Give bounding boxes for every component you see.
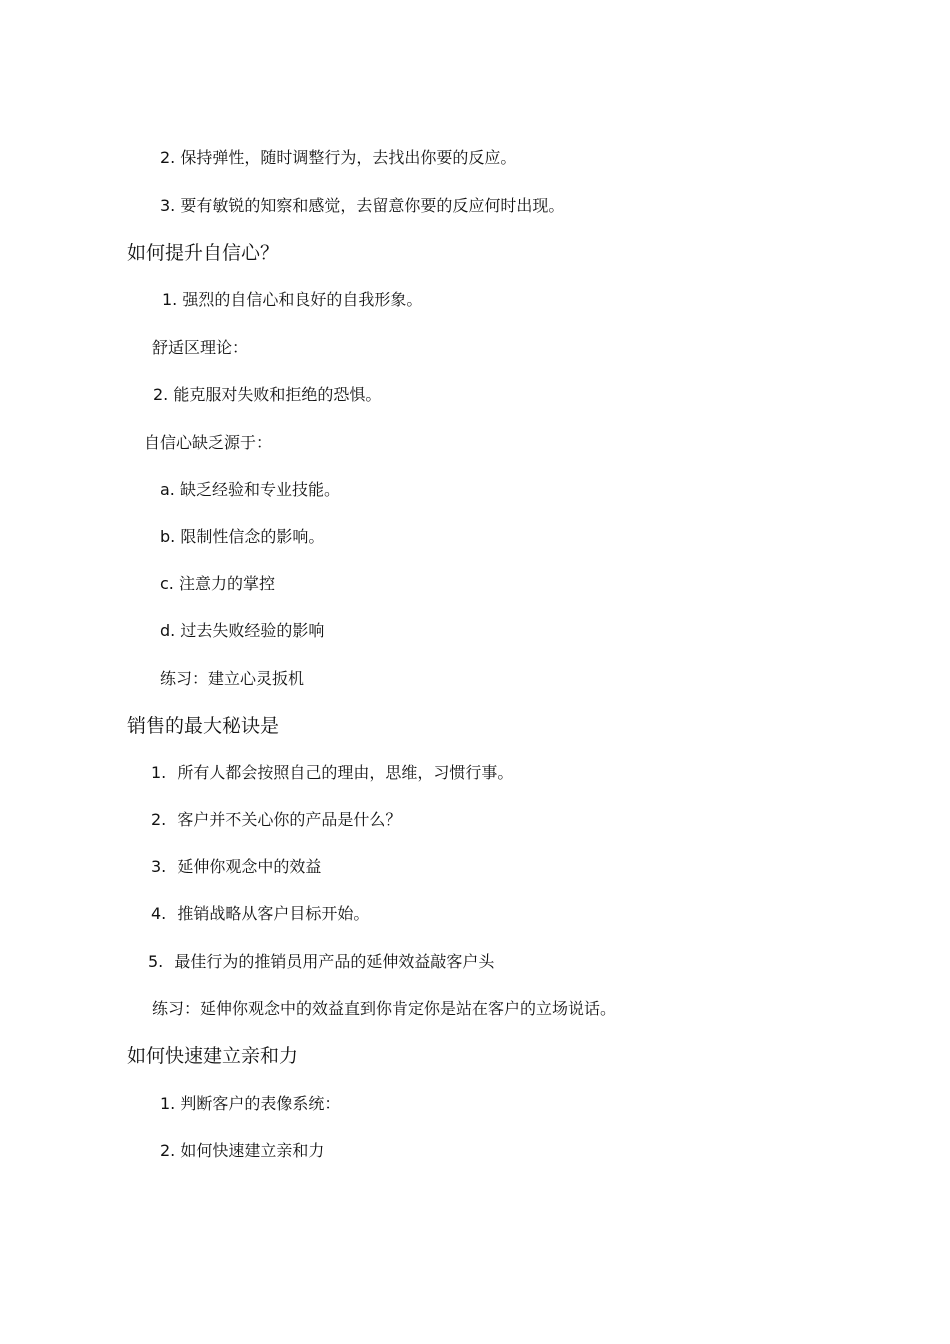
list-marker: c. [160, 574, 174, 593]
paragraph-text: 自信心缺乏源于： [144, 433, 273, 452]
section-heading-sales-secret: 销售的最大秘诀是 [127, 715, 280, 737]
list-item-text: 最佳行为的推销员用产品的延伸效益敲客户头 [174, 952, 495, 971]
list-marker: b. [160, 527, 176, 546]
list-item [160, 526, 324, 548]
list-marker: 2. [160, 148, 176, 167]
list-marker: 1. [162, 290, 178, 309]
list-item [151, 856, 321, 878]
list-item [153, 384, 381, 406]
list-item [151, 903, 369, 925]
list-item [162, 289, 422, 311]
list-item-text: 推销战略从客户目标开始。 [177, 904, 370, 923]
list-item [151, 809, 401, 831]
list-item [151, 762, 513, 784]
list-item-text: 缺乏经验和专业技能。 [179, 480, 340, 499]
list-item-text: 能克服对失败和拒绝的恐惧。 [173, 385, 382, 404]
list-item [160, 1140, 324, 1162]
paragraph-text: 练习：建立心灵扳机 [160, 669, 305, 688]
list-item-text: 所有人都会按照自己的理由，思维，习惯行事。 [177, 763, 514, 782]
list-item-text: 延伸你观念中的效益 [177, 857, 322, 876]
list-marker: 3. [151, 857, 167, 876]
list-item-text: 要有敏锐的知察和感觉，去留意你要的反应何时出现。 [180, 196, 565, 215]
list-item [160, 479, 340, 501]
list-marker: 1. [151, 763, 167, 782]
section-heading-rapport: 如何快速建立亲和力 [127, 1045, 299, 1067]
list-item-text: 如何快速建立亲和力 [180, 1141, 325, 1160]
list-marker: d. [160, 621, 176, 640]
list-item [160, 1093, 340, 1115]
list-item [160, 573, 275, 595]
list-item-text: 注意力的掌控 [178, 574, 275, 593]
list-item [148, 951, 494, 973]
list-item-text: 客户并不关心你的产品是什么？ [177, 810, 402, 829]
list-item [160, 620, 324, 642]
list-marker: 1. [160, 1094, 176, 1113]
list-item [160, 195, 564, 217]
list-item-text: 过去失败经验的影响 [180, 621, 325, 640]
list-marker: 2. [153, 385, 169, 404]
list-item-text: 保持弹性，随时调整行为，去找出你要的反应。 [180, 148, 517, 167]
list-marker: 2. [151, 810, 167, 829]
list-item-text: 强烈的自信心和良好的自我形象。 [182, 290, 423, 309]
list-item-text: 限制性信念的影响。 [180, 527, 325, 546]
list-marker: 3. [160, 196, 176, 215]
list-marker: 4. [151, 904, 167, 923]
paragraph-text: 舒适区理论： [152, 338, 249, 357]
list-marker: a. [160, 480, 175, 499]
paragraph-text: 练习：延伸你观念中的效益直到你肯定你是站在客户的立场说话。 [152, 999, 617, 1018]
list-item [160, 147, 516, 169]
list-marker: 5. [148, 952, 164, 971]
list-marker: 2. [160, 1141, 176, 1160]
list-item-text: 判断客户的表像系统： [180, 1094, 341, 1113]
section-heading-confidence: 如何提升自信心？ [127, 242, 280, 264]
